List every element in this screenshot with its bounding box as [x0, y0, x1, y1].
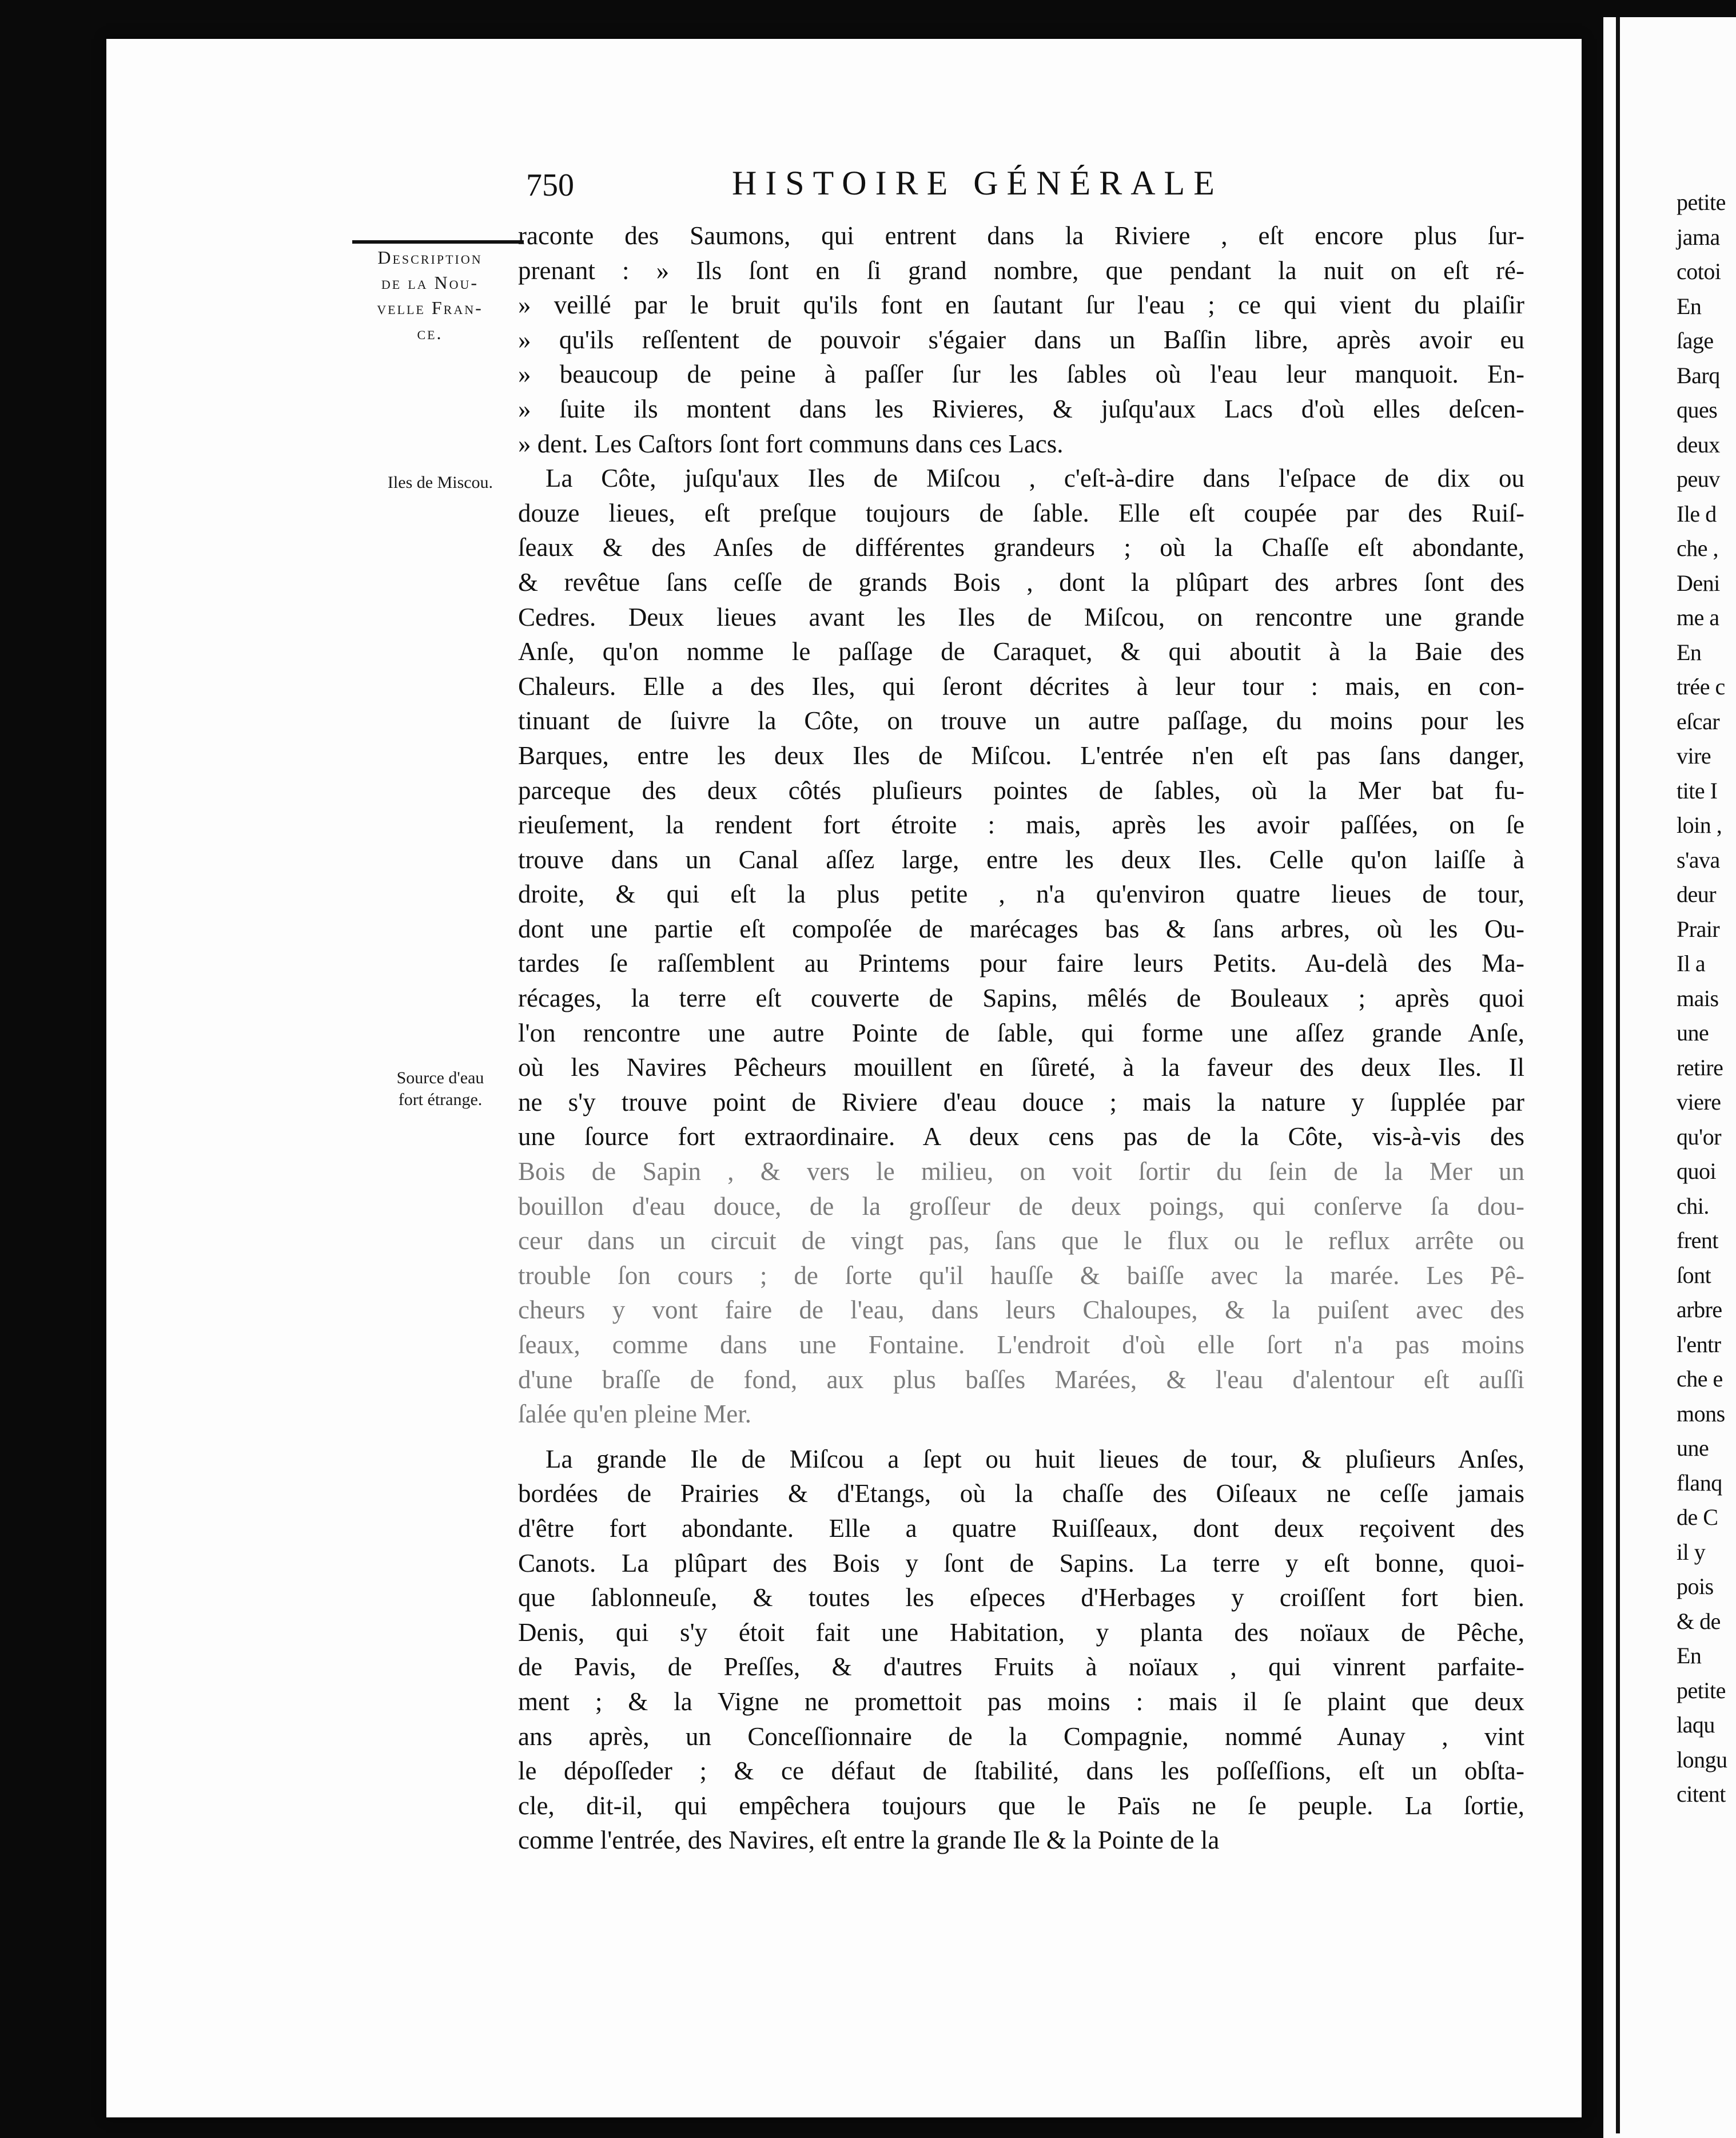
text-line: où les Navires Pêcheurs mouillent en ſûreté, à la faveur des deux Iles. Il: [518, 1053, 1524, 1082]
right-page-text-fragment: cotoi: [1677, 259, 1721, 284]
right-page-text-fragment: & de: [1677, 1608, 1721, 1634]
right-page-text-fragment: une: [1677, 1435, 1709, 1461]
text-line: ment ; & la Vigne ne promettoit pas moins : mais il ſe plaint que deux: [518, 1687, 1524, 1716]
text-line: récages, la terre eſt couverte de Sapins, mêlés de Bouleaux ; après quoi: [518, 984, 1524, 1013]
text-line: trouble ſon cours ; de ſorte qu'il hauſſe & baiſſe avec la marée. Les Pê-: [518, 1261, 1524, 1290]
text-line: prenant : » Ils ſont en ſi grand nombre, que pendant la nuit on eſt ré-: [518, 256, 1524, 285]
text-line: d'une braſſe de fond, aux plus baſſes Marées, & l'eau d'alentour eſt auſſi: [518, 1365, 1524, 1394]
right-page-text-fragment: ques: [1677, 397, 1718, 423]
right-page-text-fragment: flanq: [1677, 1469, 1722, 1496]
text-line: » veillé par le bruit qu'ils font en ſautant ſur l'eau ; ce qui vient du plaiſir: [518, 291, 1524, 320]
right-page-text-fragment: petite: [1677, 1677, 1726, 1703]
right-page-text-fragment: che e: [1677, 1366, 1723, 1392]
text-line: Canots. La plûpart des Bois y ſont de Sapins. La terre y eſt bonne, quoi-: [518, 1548, 1524, 1577]
text-line: ſalée qu'en pleine Mer.: [518, 1400, 751, 1429]
text-line: l'on rencontre une autre Pointe de ſable, qui forme une aſſez grande Anſe,: [518, 1018, 1524, 1047]
text-line: cheurs y vont faire de l'eau, dans leurs Chaloupes, & la puiſent avec des: [518, 1295, 1524, 1325]
right-page-text-fragment: citent: [1677, 1781, 1726, 1807]
right-page-text-fragment: En: [1677, 293, 1702, 319]
right-page-text-fragment: longu: [1677, 1746, 1727, 1773]
right-page-text-fragment: trée c: [1677, 674, 1725, 700]
right-page-text-fragment: eſcar: [1677, 708, 1720, 734]
text-line: trouve dans un Canal aſſez large, entre les deux Iles. Celle qu'on laiſſe à: [518, 845, 1524, 874]
text-line: comme l'entrée, des Navires, eſt entre la grande Ile & la Pointe de la: [518, 1826, 1220, 1855]
text-line: Cedres. Deux lieues avant les Iles de Miſcou, on rencontre une grande: [518, 602, 1524, 631]
marginal-note-description: Description de la Nou- velle Fran- ce.: [377, 247, 483, 343]
right-page-text-fragment: jama: [1677, 224, 1720, 250]
marginal-note-source: Source d'eau fort étrange.: [396, 1068, 484, 1109]
right-page-text-fragment: deux: [1677, 431, 1720, 458]
text-line: d'être fort abondante. Elle a quatre Ruiſſeaux, dont deux reçoivent des: [518, 1513, 1524, 1543]
right-page-text-fragment: de C: [1677, 1504, 1718, 1530]
text-line: tinuant de ſuivre la Côte, on trouve un autre paſſage, du moins pour les: [518, 706, 1524, 736]
text-line: tardes ſe raſſemblent au Printems pour faire leurs Petits. Au-delà des Ma-: [518, 949, 1524, 978]
text-line: parceque des deux côtés pluſieurs pointes de ſables, où la Mer bat fu-: [518, 776, 1524, 805]
running-title: HISTOIRE GÉNÉRALE: [732, 164, 1223, 202]
text-line: que ſablonneuſe, & toutes les eſpeces d'Herbages y croiſſent fort bien.: [518, 1583, 1524, 1612]
text-line: ſeaux & des Anſes de différentes grandeurs ; où la Chaſſe eſt abondante,: [518, 533, 1524, 562]
marginal-note-iles: Iles de Miscou.: [387, 473, 493, 492]
text-line: une ſource fort extraordinaire. A deux cens pas de la Côte, vis-à-vis des: [518, 1122, 1524, 1151]
right-page-text-fragment: quoi: [1677, 1158, 1717, 1184]
text-line: cle, dit-il, qui empêchera toujours que le Païs ne ſe peuple. La ſortie,: [518, 1791, 1524, 1820]
right-page-text-fragment: ſont: [1677, 1262, 1711, 1288]
text-line: ſeaux, comme dans une Fontaine. L'endroit d'où elle ſort n'a pas moins: [518, 1330, 1524, 1359]
right-page-fragment: [1603, 17, 1736, 2138]
text-line: Chaleurs. Elle a des Iles, qui ſeront décrites à leur tour : mais, en con-: [518, 671, 1524, 701]
right-page-text-fragment: qu'or: [1677, 1123, 1722, 1150]
text-line: » beaucoup de peine à paſſer ſur les ſables où l'eau leur manquoit. En-: [518, 360, 1524, 389]
text-line: raconte des Saumons, qui entrent dans la Riviere , eſt encore plus ſur-: [518, 221, 1524, 250]
right-page-text-fragment: ſage: [1677, 328, 1714, 353]
right-page-text-fragment: mais: [1677, 985, 1719, 1011]
text-line: » dent. Les Caſtors ſont fort communs dans ces Lacs.: [518, 429, 1064, 458]
right-page-text-fragment: l'entr: [1677, 1331, 1721, 1357]
right-page-text-fragment: che ,: [1677, 535, 1719, 561]
text-line: Barques, entre les deux Iles de Miſcou. L'entrée n'en eſt pas ſans danger,: [518, 741, 1524, 770]
right-page-text-fragment: tite I: [1677, 777, 1718, 804]
right-page-text-fragment: deur: [1677, 881, 1717, 907]
text-line: bordées de Prairies & d'Etangs, où la chaſſe des Oiſeaux ne ceſſe jamais: [518, 1479, 1524, 1508]
right-page-text-fragment: loin ,: [1677, 812, 1722, 838]
text-line: de Pavis, de Preſſes, & d'autres Fruits à noïaux , qui vinrent parfaite-: [518, 1652, 1524, 1682]
text-line: ne s'y trouve point de Riviere d'eau douce ; mais la nature y ſupplée par: [518, 1087, 1524, 1116]
right-page-text-fragment: En: [1677, 1643, 1702, 1668]
right-page-text-fragment: vire: [1677, 743, 1711, 769]
right-page-text-fragment: frent: [1677, 1227, 1719, 1253]
right-page-text-fragment: peuv: [1677, 466, 1720, 492]
right-page-text-fragment: petite: [1677, 189, 1726, 215]
right-page-text-fragment: Prair: [1677, 916, 1720, 942]
right-page-text-fragment: arbre: [1677, 1297, 1722, 1322]
text-line: Anſe, qu'on nomme le paſſage de Caraquet, & qui aboutit à la Baie des: [518, 637, 1524, 666]
right-page-text-fragment: mons: [1677, 1400, 1725, 1426]
text-line: ans après, un Conceſſionnaire de la Compagnie, nommé Aunay , vint: [518, 1722, 1524, 1751]
text-line: Bois de Sapin , & vers le milieu, on voit ſortir du ſein de la Mer un: [518, 1157, 1524, 1186]
right-page-text-fragment: Ile d: [1677, 500, 1717, 527]
right-page-text-fragment: me a: [1677, 605, 1719, 630]
text-line: » qu'ils reſſentent de pouvoir s'égaier dans un Baſſin libre, après avoir eu: [518, 325, 1524, 354]
text-line: bouillon d'eau douce, de la groſſeur de deux poings, qui conſerve ſa dou-: [518, 1191, 1524, 1221]
text-line: le dépoſſeder ; & ce défaut de ſtabilité, dans les poſſeſſions, eſt un obſta-: [518, 1757, 1524, 1786]
right-page-text-fragment: pois: [1677, 1573, 1714, 1599]
text-line: La grande Ile de Miſcou a ſept ou huit lieues de tour, & pluſieurs Anſes,: [546, 1444, 1524, 1473]
right-page-text-fragment: chi.: [1677, 1193, 1709, 1219]
page-edge-shadow: [1616, 17, 1620, 2133]
right-page-text-fragment: viere: [1677, 1089, 1721, 1115]
text-line: douze lieues, eſt preſque toujours de ſable. Elle eſt coupée par des Ruiſ-: [518, 498, 1524, 527]
right-page-text-fragment: Deni: [1677, 570, 1720, 596]
text-line: La Côte, juſqu'aux Iles de Miſcou , c'eſt-à-dire dans l'eſpace de dix ou: [546, 464, 1524, 493]
text-line: rieuſement, la rendent fort étroite : mais, après les avoir paſſées, on ſe: [518, 810, 1524, 840]
right-page-text-fragment: il y: [1677, 1539, 1706, 1565]
right-page-text-fragment: s'ava: [1677, 847, 1720, 873]
text-line: dont une partie eſt compoſée de marécages bas & ſans arbres, où les Ou-: [518, 914, 1524, 943]
page-number: 750: [526, 168, 574, 203]
text-line: Denis, qui s'y étoit fait une Habitation, y planta des noïaux de Pêche,: [518, 1618, 1524, 1647]
text-line: » ſuite ils montent dans les Rivieres, & juſqu'aux Lacs d'où elles deſcen-: [518, 394, 1524, 423]
body-text: [518, 218, 1524, 1858]
margin-rule: [352, 240, 524, 244]
right-page-text-fragment: laqu: [1677, 1712, 1715, 1738]
right-page-text-fragment: Il a: [1677, 951, 1706, 976]
right-page-text-fragment: En: [1677, 639, 1702, 665]
text-line: droite, & qui eſt la plus petite , n'a qu'environ quatre lieues de tour,: [518, 880, 1524, 909]
text-line: ceur dans un circuit de vingt pas, ſans que le flux ou le reflux arrête ou: [518, 1226, 1524, 1255]
right-page-text-fragment: Barq: [1677, 362, 1720, 388]
right-page-text-fragment: retire: [1677, 1054, 1723, 1080]
right-page-text-fragment: une: [1677, 1020, 1709, 1046]
text-line: & revêtue ſans ceſſe de grands Bois , dont la plûpart des arbres ſont des: [518, 567, 1524, 597]
